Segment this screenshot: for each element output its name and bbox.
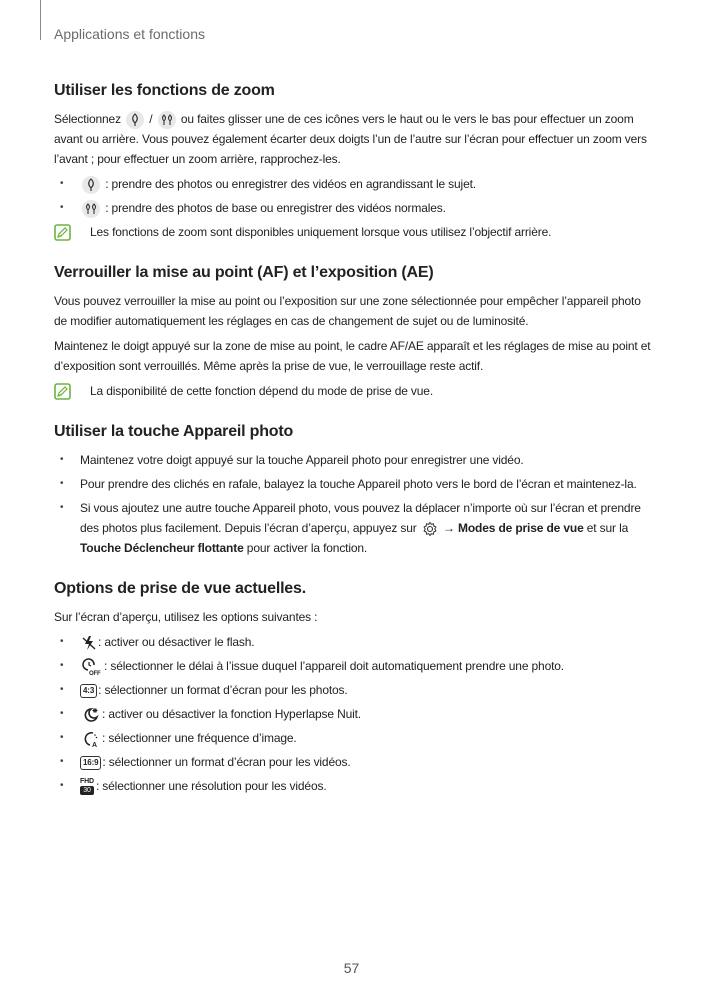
section-title: Verrouiller la mise au point (AF) et l’exposition (AE)	[54, 264, 434, 281]
list-item: • : prendre des photos ou enregistrer des vidéos en agrandissant le sujet.	[54, 174, 654, 194]
list-item: • FHD 30 : sélectionner une résolution pour les vidéos.	[60, 778, 327, 795]
list-item: • : prendre des photos de base ou enregistrer des vidéos normales.	[54, 198, 654, 218]
list-item: • Si vous ajoutez une autre touche Appareil photo, vous pouvez la déplacer n’importe où sur l’écran et prendre des photos plus facilement. Depuis l’écran d’aperçu, appuyez sur → Modes de prise de vue et sur la Touche Déclencheur flottante pour activer la fonction.	[60, 501, 641, 555]
frame-rate-icon	[82, 730, 100, 748]
list-item: • 4:3 : sélectionner un format d’écran pour les photos.	[60, 683, 348, 697]
settings-gear-icon	[422, 521, 438, 537]
note: Les fonctions de zoom sont disponibles uniquement lorsque vous utilisez l’objectif arrière.	[54, 222, 654, 242]
list-item: • A : sélectionner une fréquence d’image.	[60, 731, 297, 748]
section-title: Options de prise de vue actuelles.	[54, 580, 306, 597]
page-header-title: Applications et fonctions	[54, 26, 205, 42]
section-options	[54, 580, 654, 796]
timer-off-icon	[82, 658, 102, 676]
zoom-normal-icon	[82, 200, 100, 218]
paragraph: Maintenez le doigt appuyé sur la zone de mise au point, le cadre AF/AE apparaît et les réglages de mise au point et d’exposition sont verrouillés. Même après la prise de vue, le verrouillage reste actif.	[54, 339, 651, 373]
list-item: • Maintenez votre doigt appuyé sur la touche Appareil photo pour enregistrer une vidéo.	[60, 453, 524, 467]
zoom-in-icon	[126, 111, 144, 129]
section-af-ae	[54, 264, 654, 401]
zoom-in-icon	[82, 176, 100, 194]
note: La disponibilité de cette fonction dépend du mode de prise de vue.	[54, 381, 654, 401]
svg-text:OFF: OFF	[89, 670, 101, 676]
page-number: 57	[343, 960, 360, 976]
options-intro: Sur l’écran d’aperçu, utilisez les options suivantes :	[54, 610, 318, 624]
options-list	[54, 632, 654, 796]
section-title: Utiliser la touche Appareil photo	[54, 423, 294, 440]
ratio-4-3-icon: 4:3	[80, 684, 97, 698]
ratio-16-9-icon: 16:9	[80, 756, 101, 770]
flash-off-icon	[82, 635, 96, 651]
note-icon	[54, 383, 71, 400]
list-item: • 16:9 : sélectionner un format d’écran pour les vidéos.	[60, 755, 351, 769]
section-camera-button	[54, 423, 654, 558]
list-item: • : activer ou désactiver la fonction Hyperlapse Nuit.	[54, 704, 654, 724]
page-content	[54, 82, 654, 818]
hyperlapse-night-icon	[82, 706, 100, 724]
svg-text:A: A	[92, 741, 97, 748]
zoom-list	[54, 174, 654, 218]
paragraph: Vous pouvez verrouiller la mise au point ou l’exposition sur une zone sélectionnée pour empêcher l’appareil photo de modifier automatiquement les réglages en cas de changement de sujet ou de luminosité.	[54, 294, 641, 328]
header-rule	[40, 0, 41, 40]
zoom-normal-icon	[158, 111, 176, 129]
section-zoom	[54, 82, 654, 242]
section-title: Utiliser les fonctions de zoom	[54, 82, 275, 99]
list-item: • Pour prendre des clichés en rafale, balayez la touche Appareil photo vers le bord de l’écran et maintenez-la.	[60, 477, 637, 491]
camera-button-list	[54, 450, 654, 558]
list-item: • : activer ou désactiver le flash.	[60, 635, 255, 649]
resolution-icon: FHD 30	[80, 778, 94, 795]
note-icon	[54, 224, 71, 241]
zoom-intro: Sélectionnez / ou faites glisser une de ces icônes vers le haut ou le vers le bas pour effectuer un zoom avant ou arrière. Vous pouvez également écarter deux doigts l’un de l’autre sur l’écran pour effectuer un zoom vers l’avant ; pour effectuer un zoom arrière, rapprochez-les.	[54, 112, 647, 166]
list-item: • OFF : sélectionner le délai à l’issue duquel l’appareil doit automatiquement prendre une photo.	[60, 659, 564, 676]
